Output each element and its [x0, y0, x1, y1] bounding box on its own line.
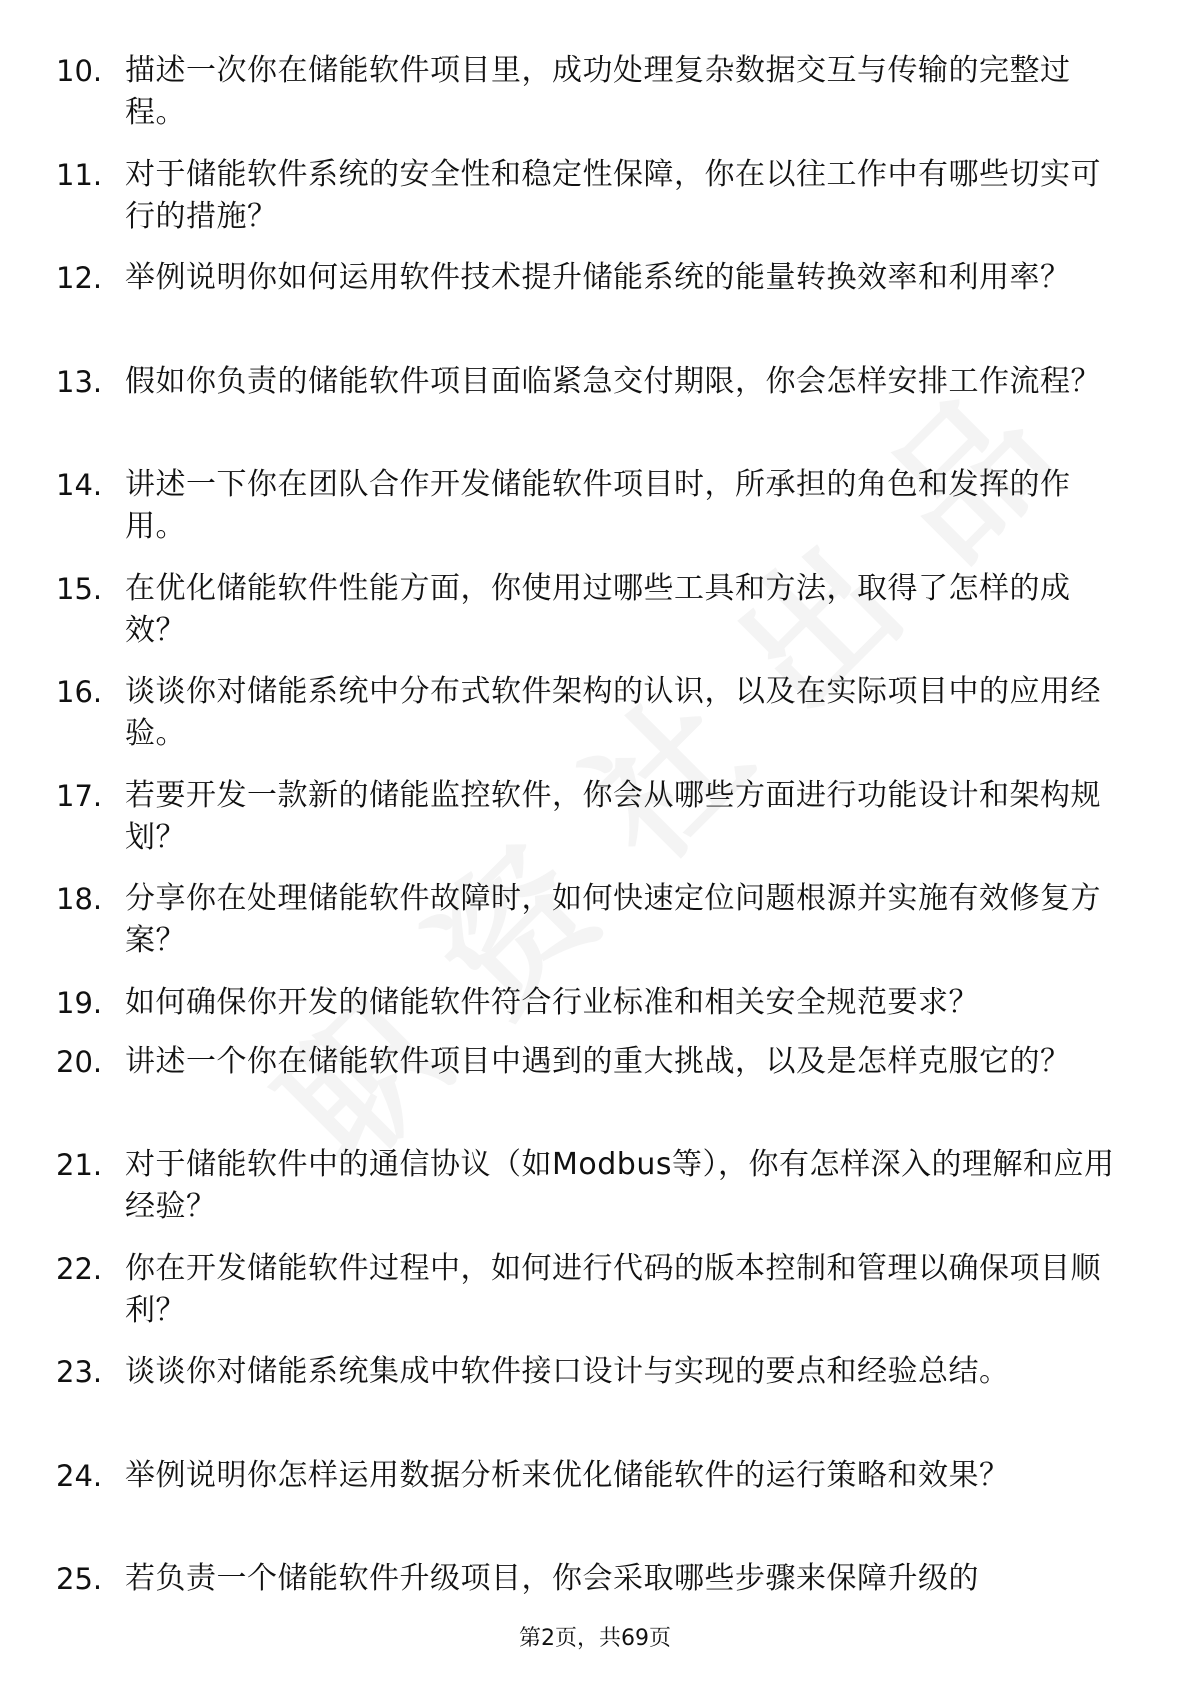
question-text: 谈谈你对储能系统中分布式软件架构的认识，以及在实际项目中的应用经验。: [125, 674, 1101, 751]
question-number: 14.: [56, 468, 103, 502]
list-item: [0, 1041, 1190, 1145]
list-item: [0, 671, 1190, 775]
question-number: 24.: [56, 1458, 103, 1493]
question-number: 22.: [56, 1251, 103, 1286]
question-text: 举例说明你如何运用软件技术提升储能系统的能量转换效率和利用率？: [125, 260, 1071, 295]
question-text: 对于储能软件中的通信协议（如Modbus等），你有怎样深入的理解和应用经验？: [125, 1147, 1115, 1224]
list-item: [0, 50, 1190, 154]
question-text: 谈谈你对储能系统集成中软件接口设计与实现的要点和经验总结。: [125, 1354, 1010, 1389]
question-number: 11.: [56, 157, 103, 192]
list-item: [0, 1351, 1190, 1455]
question-number: 25.: [56, 1562, 103, 1596]
question-number: 19.: [56, 985, 103, 1020]
question-number: 13.: [56, 364, 103, 399]
list-item: [0, 1558, 1190, 1617]
list-item: [0, 1455, 1190, 1559]
list-item: [0, 1144, 1190, 1248]
question-text: 如何确保你开发的储能软件符合行业标准和相关安全规范要求？: [125, 984, 979, 1020]
list-item: [0, 878, 1190, 982]
question-number: 12.: [56, 261, 103, 295]
question-number: 18.: [56, 882, 103, 916]
question-text: 讲述一下你在团队合作开发储能软件项目时，所承担的角色和发挥的作用。: [125, 467, 1071, 544]
question-number: 15.: [56, 571, 103, 606]
list-item: [0, 154, 1190, 258]
question-text: 假如你负责的储能软件项目面临紧急交付期限，你会怎样安排工作流程？: [125, 363, 1101, 399]
question-text: 在优化储能软件性能方面，你使用过哪些工具和方法，取得了怎样的成效？: [125, 570, 1071, 648]
question-number: 17.: [56, 778, 103, 813]
question-text: 描述一次你在储能软件项目里，成功处理复杂数据交互与传输的完整过程。: [125, 53, 1071, 130]
list-item: [0, 775, 1190, 879]
question-number: 23.: [56, 1355, 103, 1389]
question-text: 若负责一个储能软件升级项目，你会采取哪些步骤来保障升级的: [125, 1561, 979, 1596]
list-item: [0, 464, 1190, 568]
list-item: [0, 1248, 1190, 1352]
question-text: 若要开发一款新的储能监控软件，你会从哪些方面进行功能设计和架构规划？: [125, 777, 1101, 855]
question-number: 16.: [56, 675, 103, 709]
question-text: 对于储能软件系统的安全性和稳定性保障，你在以往工作中有哪些切实可行的措施？: [125, 156, 1101, 234]
question-list: [0, 50, 1190, 1617]
question-number: 21.: [56, 1148, 103, 1182]
page-footer: 第2页，共69页: [519, 1626, 671, 1651]
list-item: [0, 257, 1190, 361]
question-number: 10.: [56, 54, 103, 88]
question-text: 你在开发储能软件过程中，如何进行代码的版本控制和管理以确保项目顺利？: [125, 1250, 1101, 1328]
question-text: 讲述一个你在储能软件项目中遇到的重大挑战，以及是怎样克服它的？: [125, 1043, 1071, 1079]
question-number: 20.: [56, 1044, 103, 1079]
list-item: [0, 361, 1190, 465]
question-text: 分享你在处理储能软件故障时，如何快速定位问题根源并实施有效修复方案？: [125, 881, 1101, 958]
list-item: [0, 982, 1190, 1041]
list-item: [0, 568, 1190, 672]
question-text: 举例说明你怎样运用数据分析来优化储能软件的运行策略和效果？: [125, 1457, 1010, 1493]
